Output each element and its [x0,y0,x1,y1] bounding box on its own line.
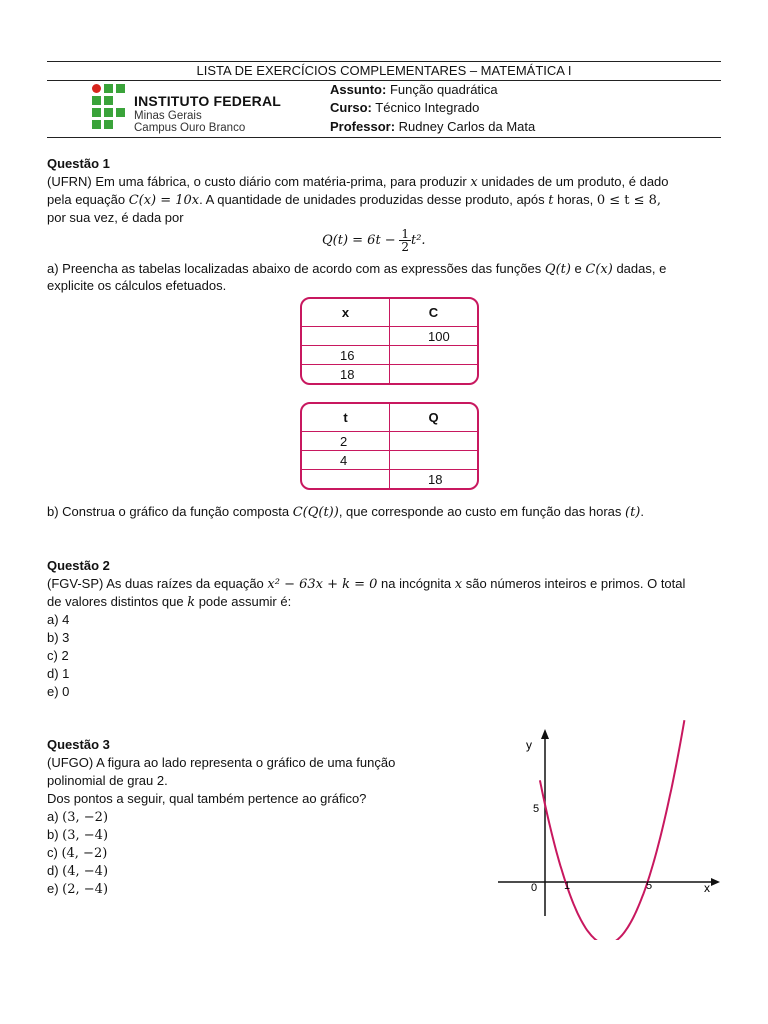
q1-item-a: a) Preencha as tabelas localizadas abaixo de acordo com as expressões das funções Q(t) e C(x) dadas, e [47,261,667,277]
q3-heading: Questão 3 [47,737,110,752]
institute-campus: Campus Ouro Branco [134,122,246,134]
institute-logo [92,84,132,130]
document-title: LISTA DE EXERCÍCIOS COMPLEMENTARES – MATEMÁTICA I [196,63,572,78]
table2-header-t: t [302,404,390,432]
q3-option-d: d) (4, −4) [47,863,109,879]
tick-label-5-y: 5 [533,803,540,815]
q2-option-d: d) 1 [47,666,70,681]
table1-cell [302,327,390,346]
table-x-c [300,297,479,385]
table1-cell [390,346,477,365]
table2-cell [390,432,477,451]
top-rule [47,61,721,62]
parabola-curve [540,720,685,940]
table2-cell [390,451,477,470]
table2-header-q: Q [390,404,477,432]
q3-line2: polinomial de grau 2. [47,773,168,788]
q2-option-b: b) 3 [47,630,70,645]
table2-cell: 2 [302,432,390,451]
q2-line1: (FGV-SP) As duas raízes da equação x² − 63x + k = 0 na incógnita x são números inteiros e primos. O total [47,576,686,592]
subject-line: Assunto: Função quadrática [330,82,498,97]
q1-heading: Questão 1 [47,156,110,171]
q1-line2: pela equação C(x) = 10x. A quantidade de unidades produzidas desse produto, após t horas, 0 ≤ t ≤ 8, [47,192,662,208]
q2-heading: Questão 2 [47,558,110,573]
q3-option-a: a) (3, −2) [47,809,109,825]
q1-equation-Q: Q(t) = 6t − $\frac{1}{2}$ t². [322,227,426,254]
q3-option-b: b) (3, −4) [47,827,109,843]
y-axis-label: y [526,738,532,752]
q1-item-a-line2: explicite os cálculos efetuados. [47,278,227,293]
q2-line2: de valores distintos que k pode assumir é: [47,594,292,610]
y-axis-arrow [541,729,549,739]
q3-option-e: e) (2, −4) [47,881,109,897]
table1-header-c: C [390,299,477,327]
q2-option-a: a) 4 [47,612,70,627]
table1-cell: 100 [390,327,477,346]
q3-option-c: c) (4, −2) [47,845,108,861]
q2-option-e: e) 0 [47,684,70,699]
institute-name: INSTITUTO FEDERAL [134,93,282,109]
table2-cell: 18 [428,471,443,487]
header-rule [47,80,721,81]
table1-header-x: x [302,299,390,327]
logo-red-dot [92,84,101,93]
course-line: Curso: Técnico Integrado [330,100,480,115]
table-t-q [300,402,479,490]
tick-label-1: 1 [564,880,571,892]
q3-line1: (UFGO) A figura ao lado representa o gráfico de uma função [47,755,396,770]
tick-label-5-x: 5 [646,880,653,892]
x-axis-label: x [704,881,710,895]
q1-line1: (UFRN) Em uma fábrica, o custo diário com matéria-prima, para produzir x unidades de um produto, é dado [47,174,669,190]
q1-item-b: b) Construa o gráfico da função composta C(Q(t)), que corresponde ao custo em função das horas (t). [47,504,645,520]
x-axis-arrow [711,878,720,886]
table1-cell [390,365,477,383]
table2-cell: 4 [302,451,390,470]
table2-cell [302,470,390,488]
q1-line3: por sua vez, é dada por [47,210,184,225]
institute-state: Minas Gerais [134,110,202,122]
header-bottom-rule [47,137,721,138]
table1-cell: 16 [302,346,390,365]
q3-line3: Dos pontos a seguir, qual também pertence ao gráfico? [47,791,367,806]
table1-cell: 18 [302,365,390,383]
teacher-line: Professor: Rudney Carlos da Mata [330,119,536,134]
parabola-chart [480,720,730,940]
origin-label: 0 [531,882,538,894]
q2-option-c: c) 2 [47,648,69,663]
